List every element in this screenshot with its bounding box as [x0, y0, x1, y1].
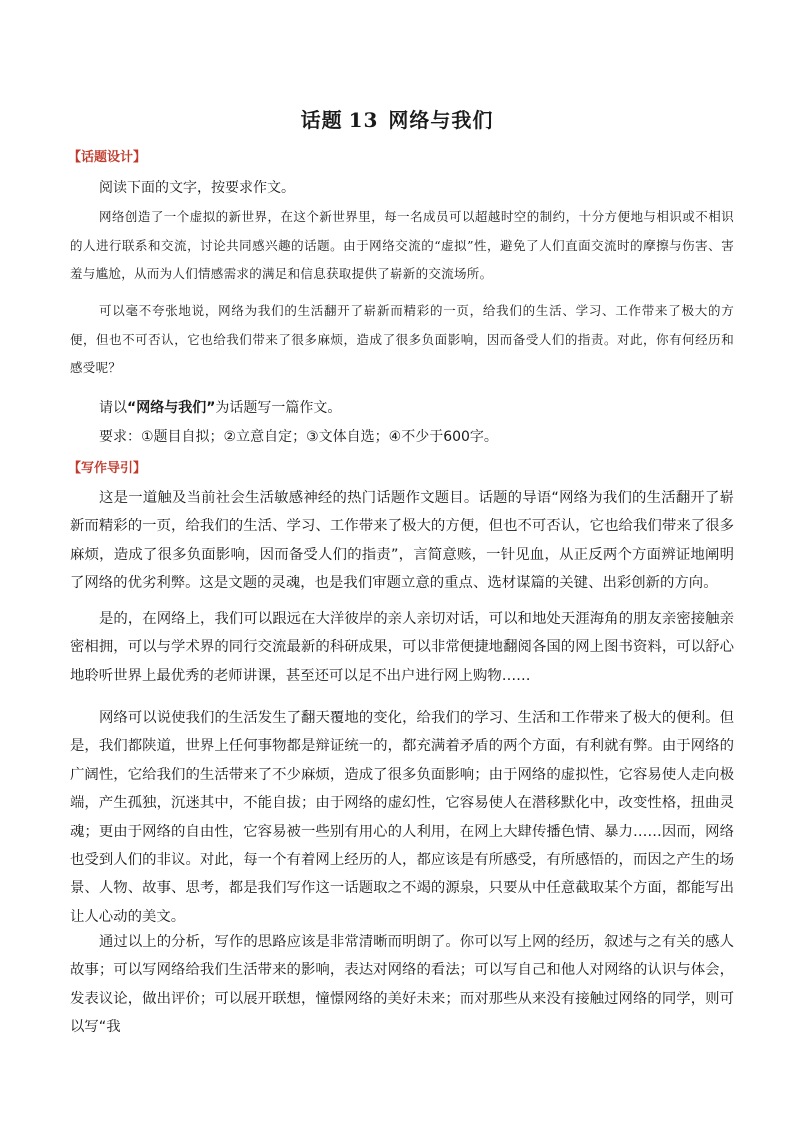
task-line [99, 397, 341, 417]
task-before: 请以 [99, 400, 127, 416]
title-main: 网络与我们 [388, 108, 494, 132]
guide-paragraph-2: 是的，在网络上，我们可以跟远在大洋彼岸的亲人亲切对话，可以和地处天涯海角的朋友亲密接触亲密相拥，可以与学术界的同行交流最新的科研成果，可以非常便捷地翻阅各国的网上图书资料，可以舒心地聆听世界上最优秀的老师讲课，甚至还可以足不出户进行网上购物…… [70, 611, 734, 684]
guide-paragraph-1: 这是一道触及当前社会生活敏感神经的热门话题作文题目。话题的导语“网络为我们的生活翻开了崭新而精彩的一页，给我们的生活、学习、工作带来了极大的方便，但也不可否认，它也给我们带来了很多麻烦，造成了很多负面影响，因而备受人们的指责”，言简意赅，一针见血，从正反两个方面辨证地阐明了网络的优劣利弊。这是文题的灵魂，也是我们审题立意的重点、选材谋篇的关键、出彩创新的方向。 [70, 490, 734, 592]
prompt-paragraph-1: 网络创造了一个虚拟的新世界，在这个新世界里，每一名成员可以超越时空的制约，十分方便地与相识或不相识的人进行联系和交流，讨论共同感兴趣的话题。由于网络交流的“虚拟”性，避免了人们直面交流时的摩擦与伤害、害羞与尴尬，从而为人们情感需求的满足和信息获取提供了崭新的交流场所。 [70, 209, 734, 281]
title-number: 13 [348, 108, 379, 132]
prompt-paragraph-2: 可以毫不夸张地说，网络为我们的生活翻开了崭新而精彩的一页，给我们的生活、学习、工作带来了极大的方便，但也不可否认，它也给我们带来了很多麻烦，造成了很多负面影响，因而备受人们的指责。对此，你有何经历和感受呢？ [70, 303, 734, 375]
instruction-text: 阅读下面的文字，按要求作文。 [99, 180, 295, 196]
section-heading-guide: 【写作导引】 [68, 461, 147, 476]
requirement-line: 要求：①题目自拟；②立意自定；③文体自选；④不少于600字。 [99, 429, 498, 445]
guide-paragraph-4: 通过以上的分析，写作的思路应该是非常清晰而明朗了。你可以写上网的经历，叙述与之有关的感人故事；可以写网络给我们生活带来的影响，表达对网络的看法；可以写自己和他人对网络的认识与体会，发表议论，做出评价；可以展开联想，憧憬网络的美好未来；而对那些从来没有接触过网络的同学，则可以写“我 [70, 934, 734, 1036]
guide-paragraph-3: 网络可以说使我们的生活发生了翻天覆地的变化，给我们的学习、生活和工作带来了极大的便利。但是，我们都陕道，世界上任何事物都是辩证统一的，都充满着矛盾的两个方面，有利就有弊。由于网络的广阔性，它给我们的生活带来了不少麻烦，造成了很多负面影响；由于网络的虚拟性，它容易使人走向极端，产生孤独，沉迷其中，不能自拔；由于网络的虚幻性，它容易使人在潜移默化中，改变性格，扭曲灵魂；更由于网络的自由性，它容易被一些别有用心的人利用，在网上大肆传播色情、暴力……因而，网络也受到人们的非议。对此，每一个有着网上经历的人，都应该是有所感受，有所感悟的，而因之产生的场景、人物、故事、思考，都是我们写作这一话题取之不竭的源泉，只要从中任意截取某个方面，都能写出让人心动的美文。 [70, 710, 734, 925]
task-after: 为话题写一篇作文。 [215, 400, 342, 416]
title-prefix: 话题 [300, 108, 343, 132]
task-topic: “网络与我们” [127, 400, 216, 416]
section-heading-design: 【话题设计】 [68, 150, 147, 165]
page-title [0, 104, 794, 133]
